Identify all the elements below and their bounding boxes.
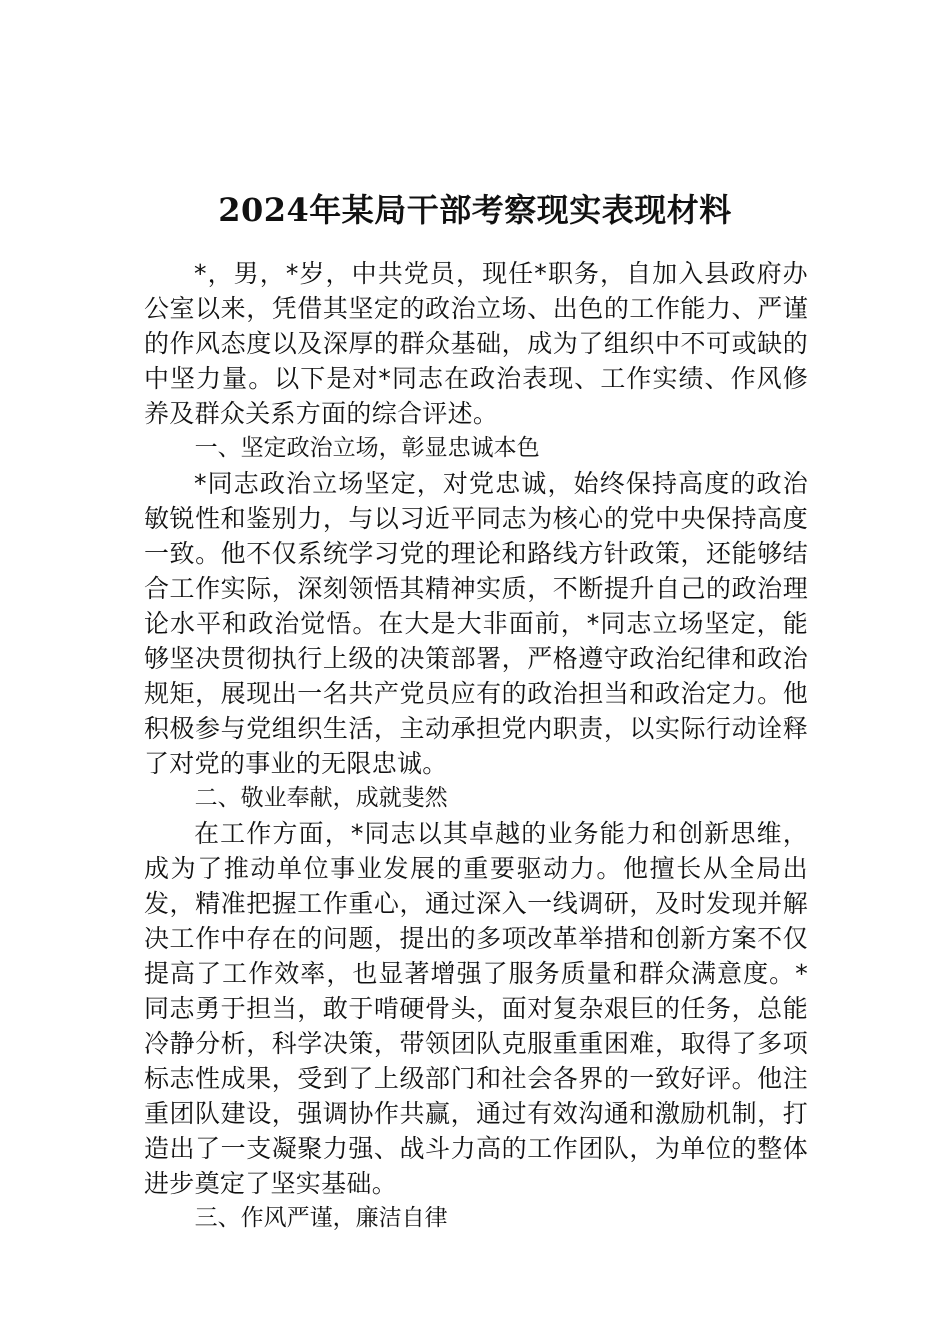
section-1-paragraph: *同志政治立场坚定，对党忠诚，始终保持高度的政治敏锐性和鉴别力，与以习近平同志为核心的党中央保持高度一致。他不仅系统学习党的理论和路线方针政策，还能够结合工作实际，深刻领悟其精神实质，不断提升自己的政治理论水平和政治觉悟。在大是大非面前，*同志立场坚定，能够坚决贯彻执行上级的决策部署，严格遵守政治纪律和政治规矩，展现出一名共产党员应有的政治担当和政治定力。他积极参与党组织生活，主动承担党内职责，以实际行动诠释了对党的事业的无限忠诚。	[144, 469, 808, 778]
document-title: 2024年某局干部考察现实表现材料	[218, 191, 732, 230]
intro-paragraph: *，男，*岁，中共党员，现任*职务，自加入县政府办公室以来，凭借其坚定的政治立场、出色的工作能力、严谨的作风态度以及深厚的群众基础，成为了组织中不可或缺的中坚力量。以下是对*同志在政治表现、工作实绩、作风修养及群众关系方面的综合评述。	[144, 259, 808, 428]
section-2-paragraph: 在工作方面，*同志以其卓越的业务能力和创新思维，成为了推动单位事业发展的重要驱动力。他擅长从全局出发，精准把握工作重心，通过深入一线调研，及时发现并解决工作中存在的问题，提出的多项改革举措和创新方案不仅提高了工作效率，也显著增强了服务质量和群众满意度。*同志勇于担当，敢于啃硬骨头，面对复杂艰巨的任务，总能冷静分析，科学决策，带领团队克服重重困难，取得了多项标志性成果，受到了上级部门和社会各界的一致好评。他注重团队建设，强调协作共赢，通过有效沟通和激励机制，打造出了一支凝聚力强、战斗力高的工作团队，为单位的整体进步奠定了坚实基础。	[144, 819, 808, 1198]
section-2-heading: 二、敬业奉献，成就斐然	[194, 785, 448, 811]
section-1-heading: 一、坚定政治立场，彰显忠诚本色	[194, 435, 540, 461]
document-body	[144, 256, 808, 1236]
section-3-heading: 三、作风严谨，廉洁自律	[194, 1205, 448, 1231]
